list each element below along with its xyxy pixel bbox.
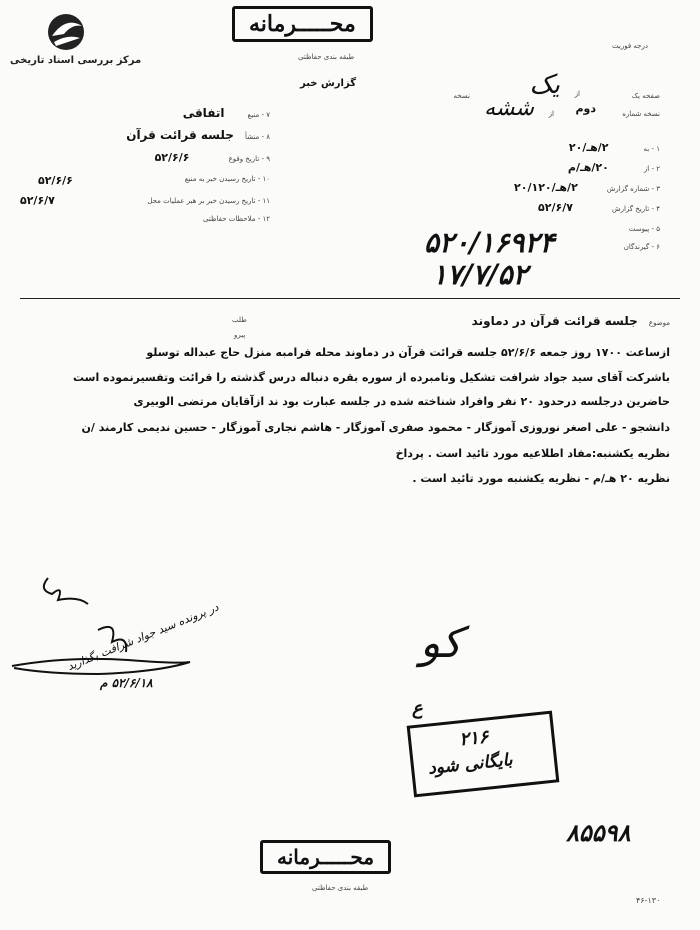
copy-label: نسخه — [453, 92, 470, 100]
page-of-label: از — [574, 90, 580, 98]
archive-logo-icon — [42, 12, 90, 52]
stamp-title: محـــــرمانه — [249, 11, 356, 37]
subject-value: جلسه قرائت قرآن در دماوند — [471, 314, 638, 328]
field-news-to-ops-value: ۵۲/۶/۷ — [20, 194, 55, 207]
center-note-1: طلب — [232, 316, 247, 324]
field-event-date: ۹ - تاریخ وقوع ۵۲/۶/۶ — [154, 151, 270, 164]
field-report-date: ۴ - تاریخ گزارش ۵۲/۶/۷ — [538, 201, 660, 214]
copy-number-value: دوم — [575, 102, 596, 115]
classification-stamp-top — [232, 6, 373, 42]
header-divider — [20, 298, 680, 299]
archive-initials: ع — [412, 698, 423, 719]
body-line-1: ازساعت ۱۷۰۰ روز جمعه ۵۲/۶/۶ جلسه قرائت قرآن در دماوند محله فرامبه منزل حاج عبداله توسلو — [146, 346, 670, 359]
field-recipients: ۶ - گیرندگان — [623, 243, 660, 251]
field-origin: ۸ - منشأ جلسه قرائت قرآن — [126, 128, 270, 142]
archive-stamp-number: ۲۱۶ — [458, 726, 490, 751]
subject-label: موضوع — [648, 319, 670, 327]
stamp-title-bottom: محـــــرمانه — [277, 845, 375, 869]
body-line-4: دانشجو - علی اصغر نوروزی آموزگار - محمود صفری آموزگار - هاشم نجاری آموزگار - حسین ندیمی کارمند /ن — [81, 421, 670, 434]
archive-logo — [42, 12, 90, 52]
field-to: ۱ - به ۲/هـ/۲۰ — [568, 141, 660, 154]
page-label: صفحه یک — [631, 92, 660, 100]
document-number: ۸۵۵۹۸ — [566, 818, 631, 847]
body-line-6: نظریه ۲۰ هـ/م - نظریه یکشنبه مورد تائید است . — [412, 472, 670, 485]
archive-stamp-text: بایگانی شود — [427, 750, 514, 779]
field-report-number: ۳ - شماره گزارش ۲/هـ/۲۰/۱۲۰ — [514, 181, 660, 194]
field-news-to-source: ۱۰ - تاریخ رسیدن خبر به منبع — [184, 175, 270, 183]
field-source: ۷ - منبع اتفاقی — [182, 106, 270, 120]
handwritten-register-number: ۵۲۰/۱۶۹۲۴ — [424, 226, 555, 259]
page-info — [400, 70, 660, 122]
report-title: گزارش خبر — [300, 78, 357, 89]
logo-text: مرکز بررسی اسناد تاریخی — [10, 55, 142, 66]
classification-stamp-bottom — [260, 840, 391, 874]
copies-of-value: ششه — [484, 96, 534, 121]
copies-of-label: از — [548, 110, 554, 118]
field-security-notes: ۱۲ - ملاحظات حفاظتی — [203, 215, 270, 223]
stamp-subtitle-bottom: طبقه بندی حفاظتی — [312, 884, 369, 892]
urgency-label: درجه فوریت — [612, 42, 648, 50]
field-attachment: ۵ - پیوست — [628, 225, 660, 233]
stamp-subtitle: طبقه بندی حفاظتی — [298, 53, 355, 61]
center-note-2: پیرو — [234, 331, 246, 339]
body-line-3: حاضرین درجلسه درحدود ۲۰ نفر وافراد شناخته شده در جلسه عبارت بود ند ازآقایان مرتضی الوبیری — [133, 395, 670, 408]
page-of-value: یک — [529, 70, 560, 100]
field-from: ۲ - از ۲۰/هـ/م — [567, 161, 660, 174]
mid-handwritten-mark: کو — [420, 618, 462, 667]
footer-code: ۴۶-۱۳۰ — [636, 896, 661, 905]
signature-date: ۵۲/۶/۱۸ م — [100, 676, 153, 690]
copy-number-label: نسخه شماره — [622, 110, 660, 118]
signature-note: در پرونده سید جواد شرافت بگذارید — [65, 600, 221, 674]
subject-row — [472, 310, 670, 329]
handwritten-register-date: ۱۷/۷/۵۲ — [432, 258, 528, 291]
archive-stamp — [407, 711, 560, 798]
field-news-to-source-value: ۵۲/۶/۶ — [38, 174, 73, 187]
body-line-5: نظریه یکشنبه:مفاد اطلاعیه مورد تائید است . پرداخ — [395, 447, 670, 460]
left-fields — [20, 102, 270, 223]
field-news-to-ops: ۱۱ - تاریخ رسیدن خبر بر هبر عملیات محل — [147, 197, 270, 205]
body-line-2: باشرکت آقای سید جواد شرافت تشکیل وتامبرده از سوره بقره دنباله درس گذشته را قرائت وتفسیرنموده است — [73, 371, 670, 384]
